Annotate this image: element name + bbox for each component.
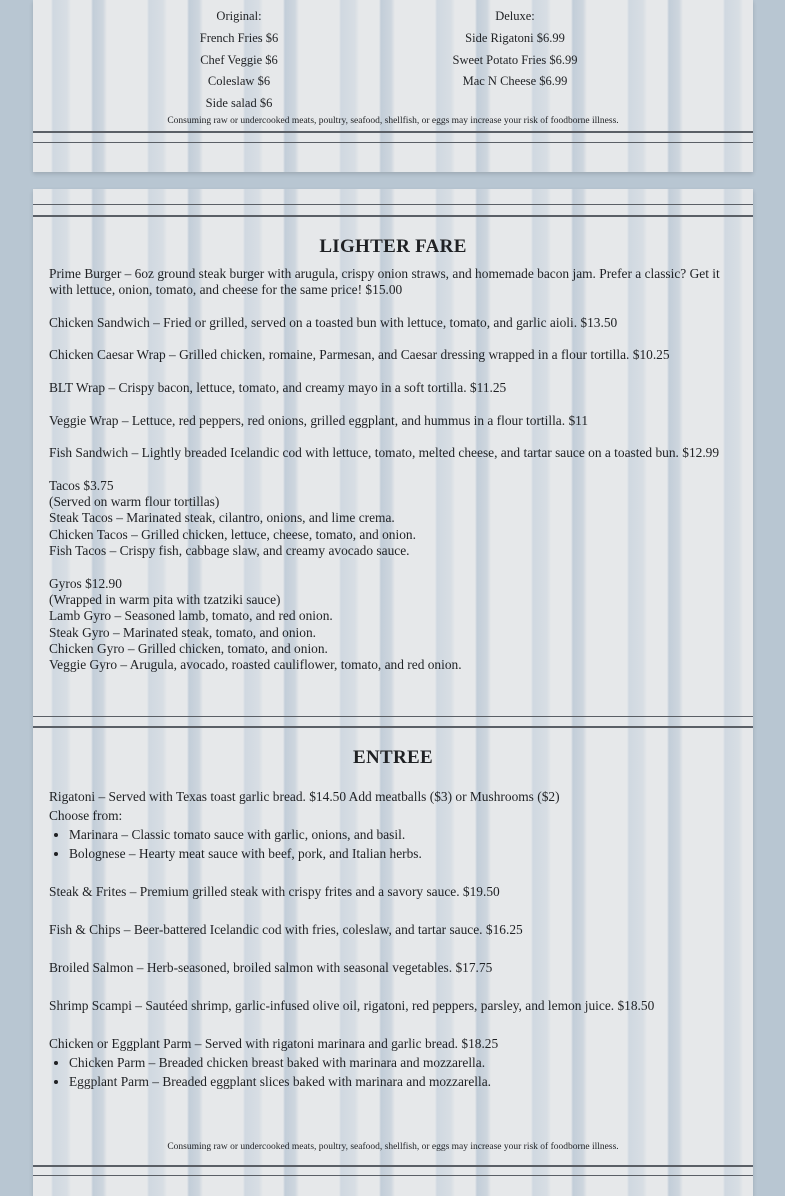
side-item: Sweet Potato Fries $6.99: [452, 52, 578, 67]
choose-from-label: Choose from:: [49, 808, 123, 823]
list-item: • Bolognese – Hearty meat sauce with beef, pork, and Italian herbs.: [69, 844, 743, 863]
menu-item-taco: Chicken Tacos – Grilled chicken, lettuce, cheese, tomato, and onion.: [49, 526, 416, 542]
menu-item-gyro: Lamb Gyro – Seasoned lamb, tomato, and red onion.: [49, 608, 333, 624]
divider: [33, 131, 753, 133]
menu-panel: [33, 189, 753, 1196]
divider: [33, 215, 753, 217]
original-sides-column: [109, 6, 369, 115]
menu-item-parm: Chicken or Eggplant Parm – Served with rigatoni marinara and garlic bread. $18.25: [49, 1036, 499, 1051]
sides-panel: [33, 0, 753, 172]
menu-item-gyro: Chicken Gyro – Grilled chicken, tomato, and onion.: [49, 640, 328, 656]
menu-item-taco: Fish Tacos – Crispy fish, cabbage slaw, and creamy avocado sauce.: [49, 543, 410, 559]
menu-item-shrimp-scampi: Shrimp Scampi – Sautéed shrimp, garlic-infused olive oil, rigatoni, red peppers, parsley, and lemon juice. $18.50: [49, 998, 655, 1013]
foodborne-disclaimer: Consuming raw or undercooked meats, poultry, seafood, shellfish, or eggs may increase your risk of foodborne illness.: [167, 116, 619, 126]
menu-item-caesar-wrap: Chicken Caesar Wrap – Grilled chicken, romaine, Parmesan, and Caesar dressing wrapped in a flour tortilla. $10.25: [49, 347, 670, 363]
divider: [33, 1165, 753, 1167]
foodborne-disclaimer: Consuming raw or undercooked meats, poultry, seafood, shellfish, or eggs may increase your risk of foodborne illness.: [167, 1142, 619, 1152]
menu-item-chicken-sandwich: Chicken Sandwich – Fried or grilled, served on a toasted bun with lettuce, tomato, and garlic aioli. $13.50: [49, 314, 618, 330]
menu-item-prime-burger: Prime Burger – 6oz ground steak burger with arugula, crispy onion straws, and homemade bacon jam. Prefer a classic? Get it with lettuce, onion, tomato, and cheese for the same price! $15.00: [49, 266, 720, 298]
divider: [33, 142, 753, 143]
lighter-fare-list: [49, 266, 743, 673]
side-item: Side Rigatoni $6.99: [465, 30, 565, 45]
entree-list: [49, 787, 743, 1091]
lighter-fare-title: LIGHTER FARE: [319, 236, 467, 257]
entree-title: ENTREE: [353, 747, 433, 768]
menu-item-rigatoni: Rigatoni – Served with Texas toast garlic bread. $14.50 Add meatballs ($3) or Mushrooms ($2): [49, 789, 560, 804]
original-header: Original:: [216, 9, 262, 23]
divider: [33, 1175, 753, 1176]
divider: [33, 716, 753, 717]
rigatoni-options: [49, 825, 743, 863]
list-item: • Marinara – Classic tomato sauce with garlic, onions, and basil.: [69, 825, 743, 844]
side-item: Coleslaw $6: [207, 74, 271, 89]
menu-item-fish-sandwich: Fish Sandwich – Lightly breaded Icelandic cod with lettuce, tomato, melted cheese, and tartar sauce on a toasted bun. $12.99: [49, 445, 720, 461]
menu-item-fish-chips: Fish & Chips – Beer-battered Icelandic cod with fries, coleslaw, and tartar sauce. $16.25: [49, 922, 523, 937]
side-item: Chef Veggie $6: [200, 52, 278, 67]
menu-item-gyro: Steak Gyro – Marinated steak, tomato, and onion.: [49, 624, 317, 640]
parm-options: [49, 1053, 743, 1091]
list-item: • Chicken Parm – Breaded chicken breast baked with marinara and mozzarella.: [69, 1053, 743, 1072]
divider: [33, 204, 753, 205]
tacos-title: Tacos $3.75: [49, 477, 114, 493]
tacos-note: (Served on warm flour tortillas): [49, 494, 220, 510]
side-item: French Fries $6: [199, 30, 279, 45]
menu-item-blt-wrap: BLT Wrap – Crispy bacon, lettuce, tomato, and creamy mayo in a soft tortilla. $11.25: [49, 380, 507, 396]
menu-item-taco: Steak Tacos – Marinated steak, cilantro, onions, and lime crema.: [49, 510, 395, 526]
list-item: • Eggplant Parm – Breaded eggplant slices baked with marinara and mozzarella.: [69, 1072, 743, 1091]
gyros-note: (Wrapped in warm pita with tzatziki sauce): [49, 591, 281, 607]
menu-item-steak-frites: Steak & Frites – Premium grilled steak with crispy frites and a savory sauce. $19.50: [49, 884, 500, 899]
menu-item-salmon: Broiled Salmon – Herb-seasoned, broiled salmon with seasonal vegetables. $17.75: [49, 960, 493, 975]
deluxe-sides-column: [385, 6, 645, 93]
side-item: Mac N Cheese $6.99: [462, 74, 568, 89]
side-item: Side salad $6: [205, 96, 273, 111]
divider: [33, 726, 753, 728]
menu-item-veggie-wrap: Veggie Wrap – Lettuce, red peppers, red onions, grilled eggplant, and hummus in a flour tortilla. $11: [49, 412, 589, 428]
gyros-title: Gyros $12.90: [49, 575, 122, 591]
deluxe-header: Deluxe:: [495, 9, 535, 23]
menu-item-gyro: Veggie Gyro – Arugula, avocado, roasted cauliflower, tomato, and red onion.: [49, 657, 462, 673]
